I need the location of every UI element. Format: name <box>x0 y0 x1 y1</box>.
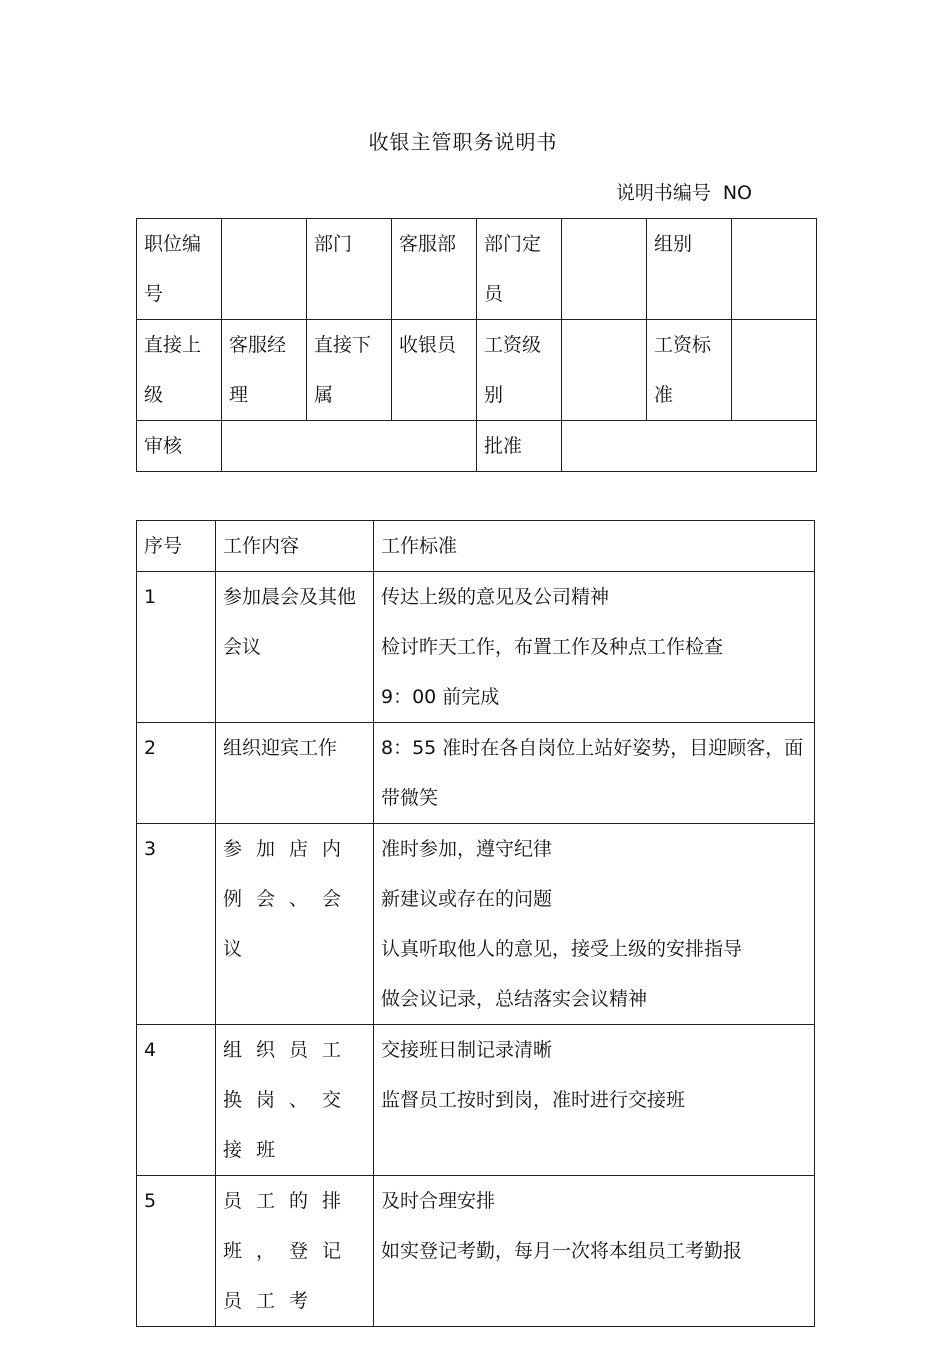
group-label: 组别 <box>647 219 732 320</box>
header-content: 工作内容 <box>216 521 374 572</box>
row-no: 2 <box>137 723 216 824</box>
table-row <box>137 824 815 1025</box>
row-content: 组织迎宾工作 <box>216 723 374 824</box>
dept-value: 客服部 <box>392 219 477 320</box>
position-no-value <box>222 219 307 320</box>
salary-std-label: 工资标准 <box>647 320 732 421</box>
row-no: 1 <box>137 572 216 723</box>
dept-quota-value <box>562 219 647 320</box>
standard-line: 做会议记录，总结落实会议精神 <box>381 988 648 1010</box>
row-content: 参加店内例会、会议 <box>216 824 374 1025</box>
standard-line: 如实登记考勤，每月一次将本组员工考勤报 <box>381 1240 743 1262</box>
standard-line: 传达上级的意见及公司精神 <box>381 586 610 608</box>
row-content: 组织员工换岗、交接班 <box>216 1025 374 1176</box>
superior-value: 客服经理 <box>222 320 307 421</box>
standard-line: 监督员工按时到岗，准时进行交接班 <box>381 1089 686 1111</box>
approve-value <box>562 421 817 472</box>
doc-number-label: 说明书编号 <box>615 182 711 204</box>
dept-quota-label: 部门定员 <box>477 219 562 320</box>
standard-line: 9：00 前完成 <box>381 686 500 708</box>
standard-line: 8：55 准时在各自岗位上站好姿势，目迎顾客，面带微笑 <box>381 737 804 809</box>
subordinate-value: 收银员 <box>392 320 477 421</box>
table-row <box>137 723 815 824</box>
duty-table <box>136 520 815 1327</box>
standard-line: 认真听取他人的意见，接受上级的安排指导 <box>381 938 743 960</box>
duty-header-row <box>137 521 815 572</box>
row-no: 4 <box>137 1025 216 1176</box>
table-row <box>137 1025 815 1176</box>
review-label: 审核 <box>137 421 222 472</box>
salary-grade-value <box>562 320 647 421</box>
header-standard: 工作标准 <box>374 521 815 572</box>
header-no: 序号 <box>137 521 216 572</box>
salary-std-value <box>732 320 817 421</box>
standard-line: 交接班日制记录清晰 <box>381 1039 553 1061</box>
review-value <box>222 421 477 472</box>
row-no: 5 <box>137 1176 216 1327</box>
row-standard <box>374 824 815 1025</box>
position-no-label: 职位编号 <box>137 219 222 320</box>
subordinate-label: 直接下属 <box>307 320 392 421</box>
salary-grade-label: 工资级别 <box>477 320 562 421</box>
position-info-table <box>136 218 817 472</box>
row-standard <box>374 1025 815 1176</box>
row-standard <box>374 723 815 824</box>
document-title: 收银主管职务说明书 <box>368 130 558 154</box>
standard-line: 准时参加，遵守纪律 <box>381 838 553 860</box>
row-standard <box>374 572 815 723</box>
row-standard <box>374 1176 815 1327</box>
group-value <box>732 219 817 320</box>
superior-label: 直接上级 <box>137 320 222 421</box>
doc-number <box>616 178 752 205</box>
row-content: 员工的排班，登记员工考 <box>216 1176 374 1327</box>
standard-line: 及时合理安排 <box>381 1190 496 1212</box>
row-no: 3 <box>137 824 216 1025</box>
standard-line: 检讨昨天工作，布置工作及种点工作检查 <box>381 636 724 658</box>
standard-line: 新建议或存在的问题 <box>381 888 553 910</box>
dept-label: 部门 <box>307 219 392 320</box>
approve-label: 批准 <box>477 421 562 472</box>
table-row <box>137 1176 815 1327</box>
table-row <box>137 572 815 723</box>
doc-number-value: NO <box>722 182 752 204</box>
row-content: 参加晨会及其他会议 <box>216 572 374 723</box>
